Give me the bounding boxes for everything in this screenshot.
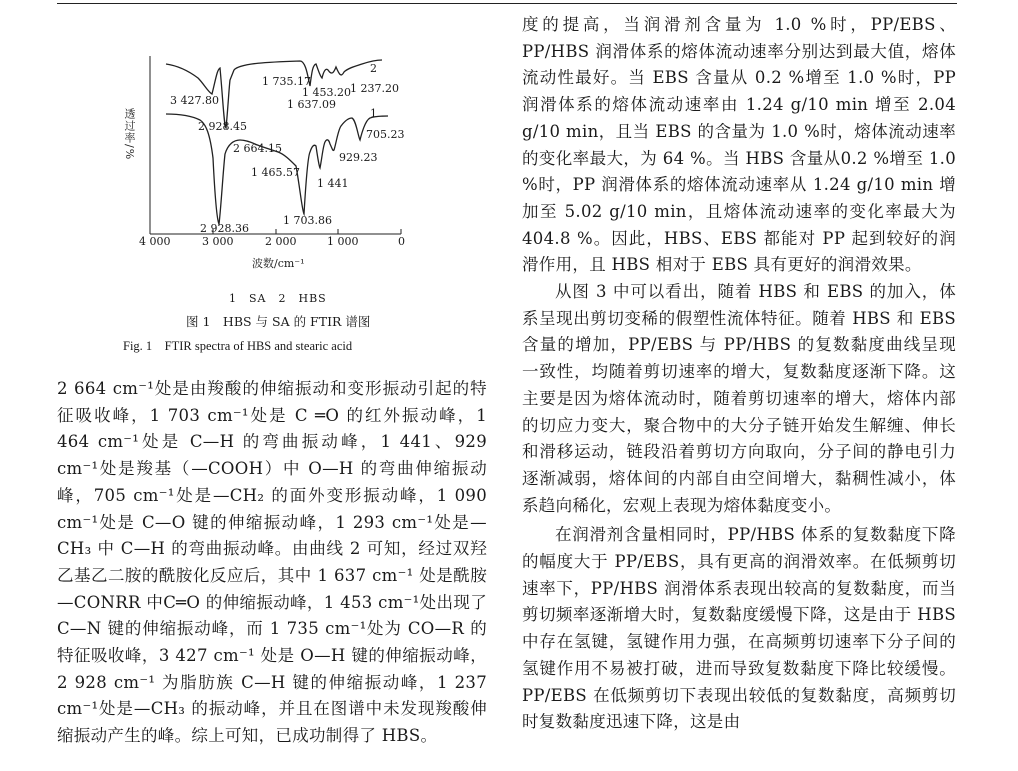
- paragraph: 2 664 cm⁻¹处是由羧酸的伸缩振动和变形振动引起的特征吸收峰，1 703 cm⁻¹处是 C ═O 的红外振动峰，1 464 cm⁻¹处是 C—H 的弯曲振动峰，1 441、929 cm⁻¹处是羧基（—COOH）中 O—H 的弯曲伸缩振动峰，705 cm⁻¹处是—CH₂ 的面外变形振动峰，1 090 cm⁻¹处是 C—O 键的伸缩振动峰，1 293 cm⁻¹处是—CH₃ 中 C—H 的弯曲振动峰。由曲线 2 可知，经过双羟乙基乙二胺的酰胺化反应后，其中 1 637 cm⁻¹ 处是酰胺—CONRR 中C═O 的伸缩振动峰，1 453 cm⁻¹处出现了 C—N 键的伸缩振动峰，而 1 735 cm⁻¹处为 CO—R 的特征吸收峰，3 427 cm⁻¹ 处是 O—H 键的伸缩振动峰，2 928 cm⁻¹ 为脂肪族 C—H 键的伸缩振动峰，1 237 cm⁻¹处是—CH₃ 的振动峰，并且在图谱中未发现羧酸伸缩振动产生的峰。综上可知，已成功制得了 HBS。: [57, 379, 487, 746]
- peak-label: 2 928.45: [198, 120, 247, 133]
- peak-label: 2 664.15: [233, 142, 282, 155]
- peak-label: 1 735.17: [262, 75, 311, 88]
- right-column: [522, 12, 956, 736]
- x-ticks: [150, 229, 401, 234]
- x-tick-label: 1 000: [327, 235, 359, 248]
- paragraph: 在润滑剂含量相同时，PP/HBS 体系的复数黏度下降的幅度大于 PP/EBS，具有更高的润滑效率。在低频剪切速率下，PP/HBS 润滑体系表现出较高的复数黏度，而当剪切频率逐渐增大时，复数黏度缓慢下降，这是由于 HBS 中存在氢键，氢键作用力强，在高频剪切速率下分子间的氢键作用不易被打破，进而导致复数黏度下降比较缓慢。PP/EBS 在低频剪切下表现出较低的复数黏度，高频剪切时复数黏度迅速下降，这是由: [522, 525, 956, 732]
- peak-label: 705.23: [366, 128, 405, 141]
- peak-label: 929.23: [339, 151, 378, 164]
- y-axis-label: 透过率/%: [123, 108, 136, 161]
- top-rule: [57, 3, 957, 4]
- left-column: [57, 376, 487, 750]
- curve-label-1: 1: [370, 107, 377, 120]
- figure-caption-en: Fig. 1 FTIR spectra of HBS and stearic acid: [123, 339, 353, 353]
- peak-label: 1 703.86: [283, 214, 332, 227]
- x-axis-label: 波数/cm⁻¹: [252, 257, 305, 270]
- curve-label-2: 2: [370, 62, 377, 75]
- paragraph: 度的提高，当润滑剂含量为 1.0 %时，PP/EBS、PP/HBS 润滑体系的熔体流动速率分别达到最大值，熔体流动性最好。当 EBS 含量从 0.2 %增至 1.0 %时，PP 润滑体系的熔体流动速率由 1.24 g/10 min 增至 2.04 g/10 min，且当 EBS 的含量为 1.0 %时，熔体流动速率的变化率最大，为 64 %。当 HBS 含量从0.2 %增至 1.0 %时，PP 润滑体系的熔体流动速率从 1.24 g/10 min 增加至 5.02 g/10 min，且熔体流动速率的变化率最大为 404.8 %。因此，HBS、EBS 都能对 PP 起到较好的润滑作用，且 HBS 相对于 EBS 具有更好的润滑效果。: [522, 15, 956, 275]
- peak-label: 2 928.36: [200, 222, 249, 235]
- x-tick-label: 2 000: [265, 235, 297, 248]
- figure-caption-zh: 图 1 HBS 与 SA 的 FTIR 谱图: [186, 314, 371, 329]
- legend: 1 SA 2 HBS: [229, 292, 327, 305]
- x-tick-label: 4 000: [139, 235, 171, 248]
- x-tick-label: 3 000: [202, 235, 234, 248]
- peak-label: 1 441: [317, 177, 349, 190]
- x-tick-label: 0: [398, 235, 405, 248]
- peak-label: 1 637.09: [287, 98, 336, 111]
- peak-label: 3 427.80: [170, 94, 219, 107]
- peak-label: 1 453.20: [302, 86, 351, 99]
- paragraph: 从图 3 中可以看出，随着 HBS 和 EBS 的加入，体系呈现出剪切变稀的假塑性流体特征。随着 HBS 和 EBS 含量的增加，PP/EBS 与 PP/HBS 的复数黏度曲线呈现一致性，均随着剪切速率的增大，复数黏度逐渐下降。这主要是因为熔体流动时，随着剪切速率的增大，熔体内部的切应力变大，聚合物中的大分子链开始发生解缠、伸长和滑移运动，链段沿着剪切方向取向，分子间的静电引力逐渐减弱，熔体间的内部自由空间增大，黏稠性减小，体系趋向稀化，宏观上表现为熔体黏度变小。: [522, 282, 956, 515]
- peak-label: 1 465.57: [251, 166, 300, 179]
- peak-label: 1 237.20: [350, 82, 399, 95]
